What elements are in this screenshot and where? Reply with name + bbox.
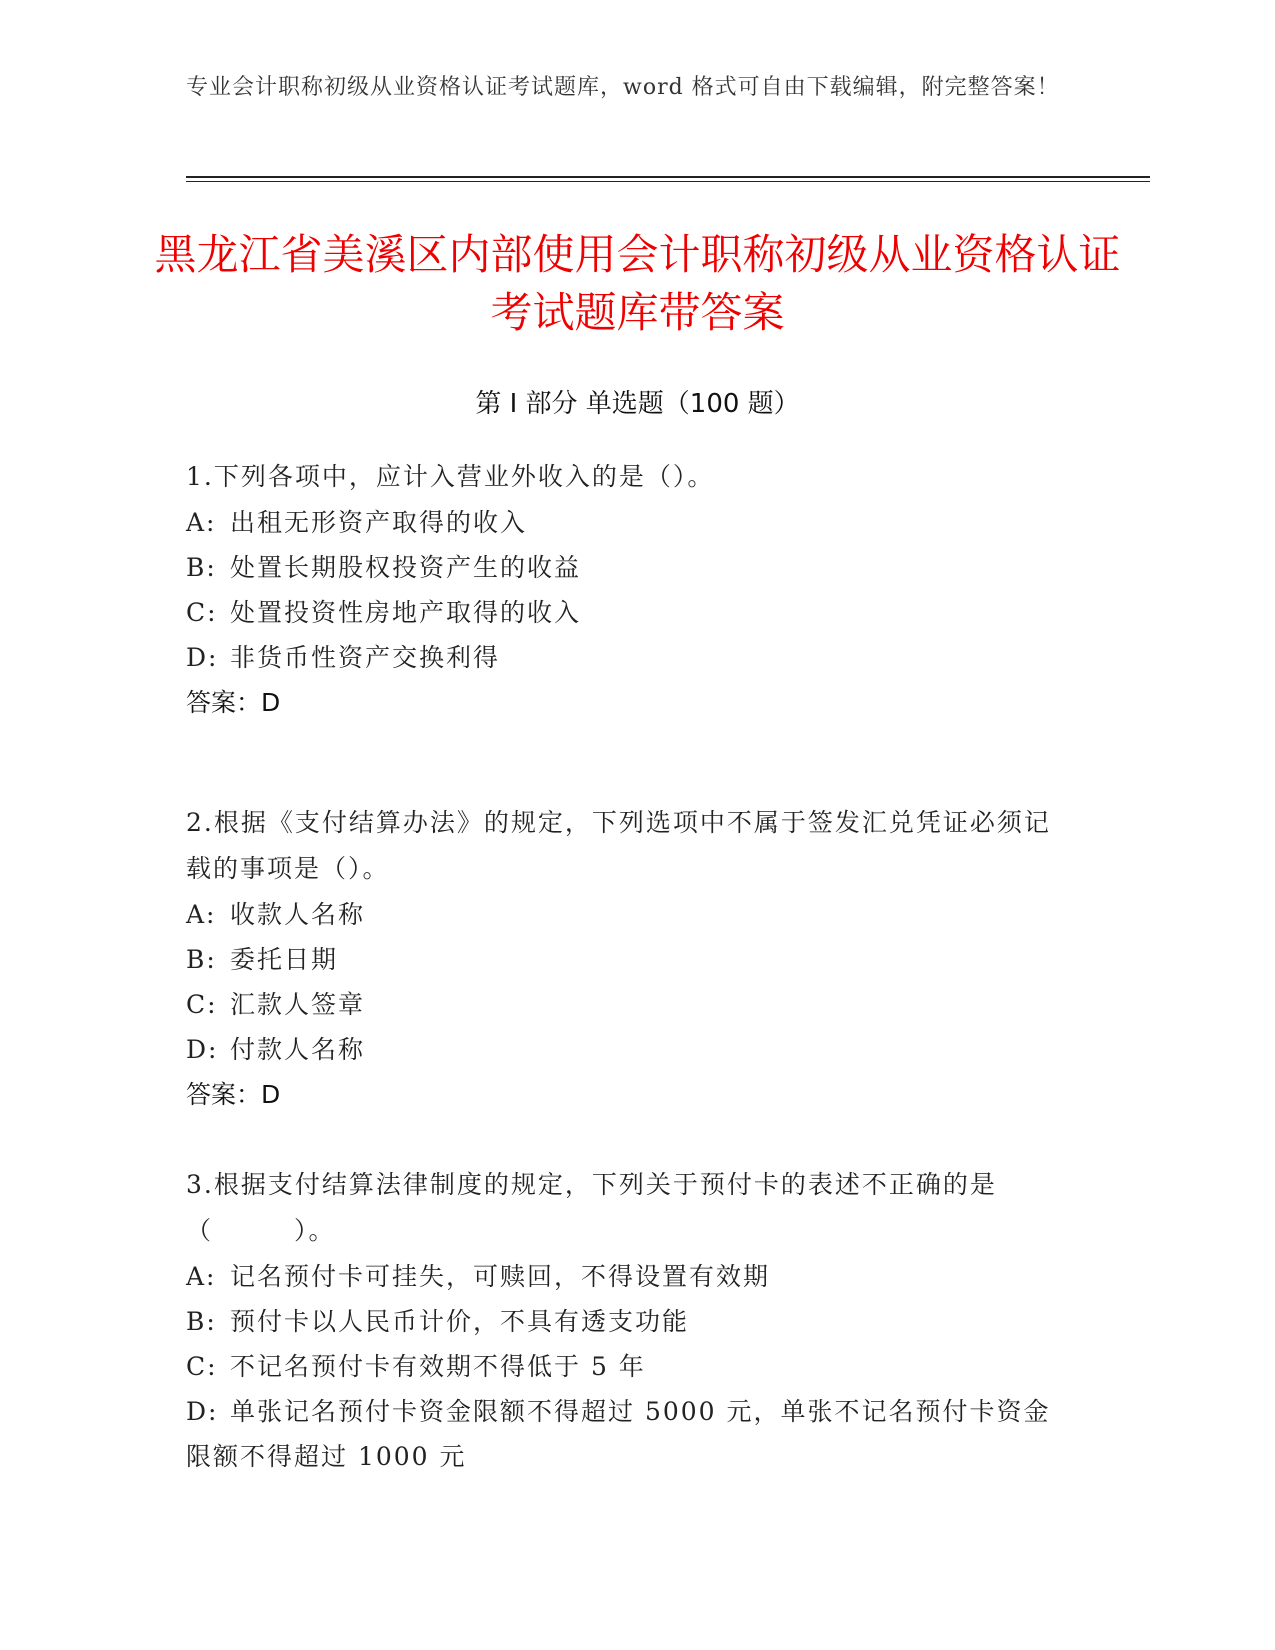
document-title: 黑龙江省美溪区内部使用会计职称初级从业资格认证考试题库带答案: [154, 230, 1121, 337]
question-1: [186, 454, 1066, 725]
option-c: [186, 590, 1066, 635]
answer-line: [186, 1072, 1066, 1117]
question-text: 3.根据支付结算法律制度的规定，下列关于预付卡的表述不正确的是（ ）。: [186, 1170, 997, 1245]
option-text: 预付卡以人民币计价，不具有透支功能: [230, 1307, 690, 1336]
answer-label: 答案：: [186, 1080, 262, 1109]
option-a: [186, 500, 1066, 545]
option-letter: A:: [186, 900, 217, 929]
answer-label: 答案：: [186, 688, 262, 717]
question-2: [186, 800, 1066, 1117]
header-note: 专业会计职称初级从业资格认证考试题库，word 格式可自由下载编辑，附完整答案！: [186, 75, 1060, 100]
question-text: 2.根据《支付结算办法》的规定，下列选项中不属于签发汇兑凭证必须记载的事项是（）。: [186, 808, 1051, 883]
answer-line: [186, 680, 1066, 725]
option-c: [186, 1344, 1066, 1389]
option-letter: C:: [186, 598, 218, 627]
option-letter: A:: [186, 508, 217, 537]
option-text: 单张记名预付卡资金限额不得超过 5000 元，单张不记名预付卡资金限额不得超过 1000 元: [186, 1397, 1051, 1471]
option-text: 委托日期: [230, 945, 339, 974]
option-d: [186, 635, 1066, 680]
option-text: 汇款人签章: [230, 990, 366, 1019]
option-text: 出租无形资产取得的收入: [230, 508, 528, 537]
option-b: [186, 1299, 1066, 1344]
option-b: [186, 937, 1066, 982]
option-letter: D:: [186, 643, 219, 672]
answer-value: D: [261, 688, 281, 717]
question-text: 1.下列各项中，应计入营业外收入的是（）。: [186, 462, 715, 491]
option-letter: B:: [186, 553, 217, 582]
option-b: [186, 545, 1066, 590]
option-letter: B:: [186, 1307, 217, 1336]
header-divider-thin: [186, 181, 1150, 182]
option-letter: A:: [186, 1262, 217, 1291]
question-3: [186, 1162, 1066, 1479]
option-text: 处置长期股权投资产生的收益: [230, 553, 582, 582]
option-letter: C:: [186, 990, 218, 1019]
option-letter: D:: [186, 1035, 219, 1064]
option-letter: D:: [186, 1397, 219, 1426]
option-text: 记名预付卡可挂失，可赎回，不得设置有效期: [230, 1262, 771, 1291]
option-d: [186, 1027, 1066, 1072]
option-a: [186, 1254, 1066, 1299]
option-text: 不记名预付卡有效期不得低于 5 年: [230, 1352, 646, 1381]
option-text: 非货币性资产交换利得: [230, 643, 501, 672]
option-c: [186, 982, 1066, 1027]
answer-value: D: [261, 1080, 281, 1109]
section-heading: 第 I 部分 单选题（100 题）: [475, 389, 800, 419]
header-divider-thick: [186, 176, 1150, 178]
option-a: [186, 892, 1066, 937]
option-text: 处置投资性房地产取得的收入: [230, 598, 582, 627]
option-d: [186, 1389, 1066, 1479]
option-text: 收款人名称: [230, 900, 366, 929]
option-letter: C:: [186, 1352, 218, 1381]
option-letter: B:: [186, 945, 217, 974]
option-text: 付款人名称: [230, 1035, 366, 1064]
